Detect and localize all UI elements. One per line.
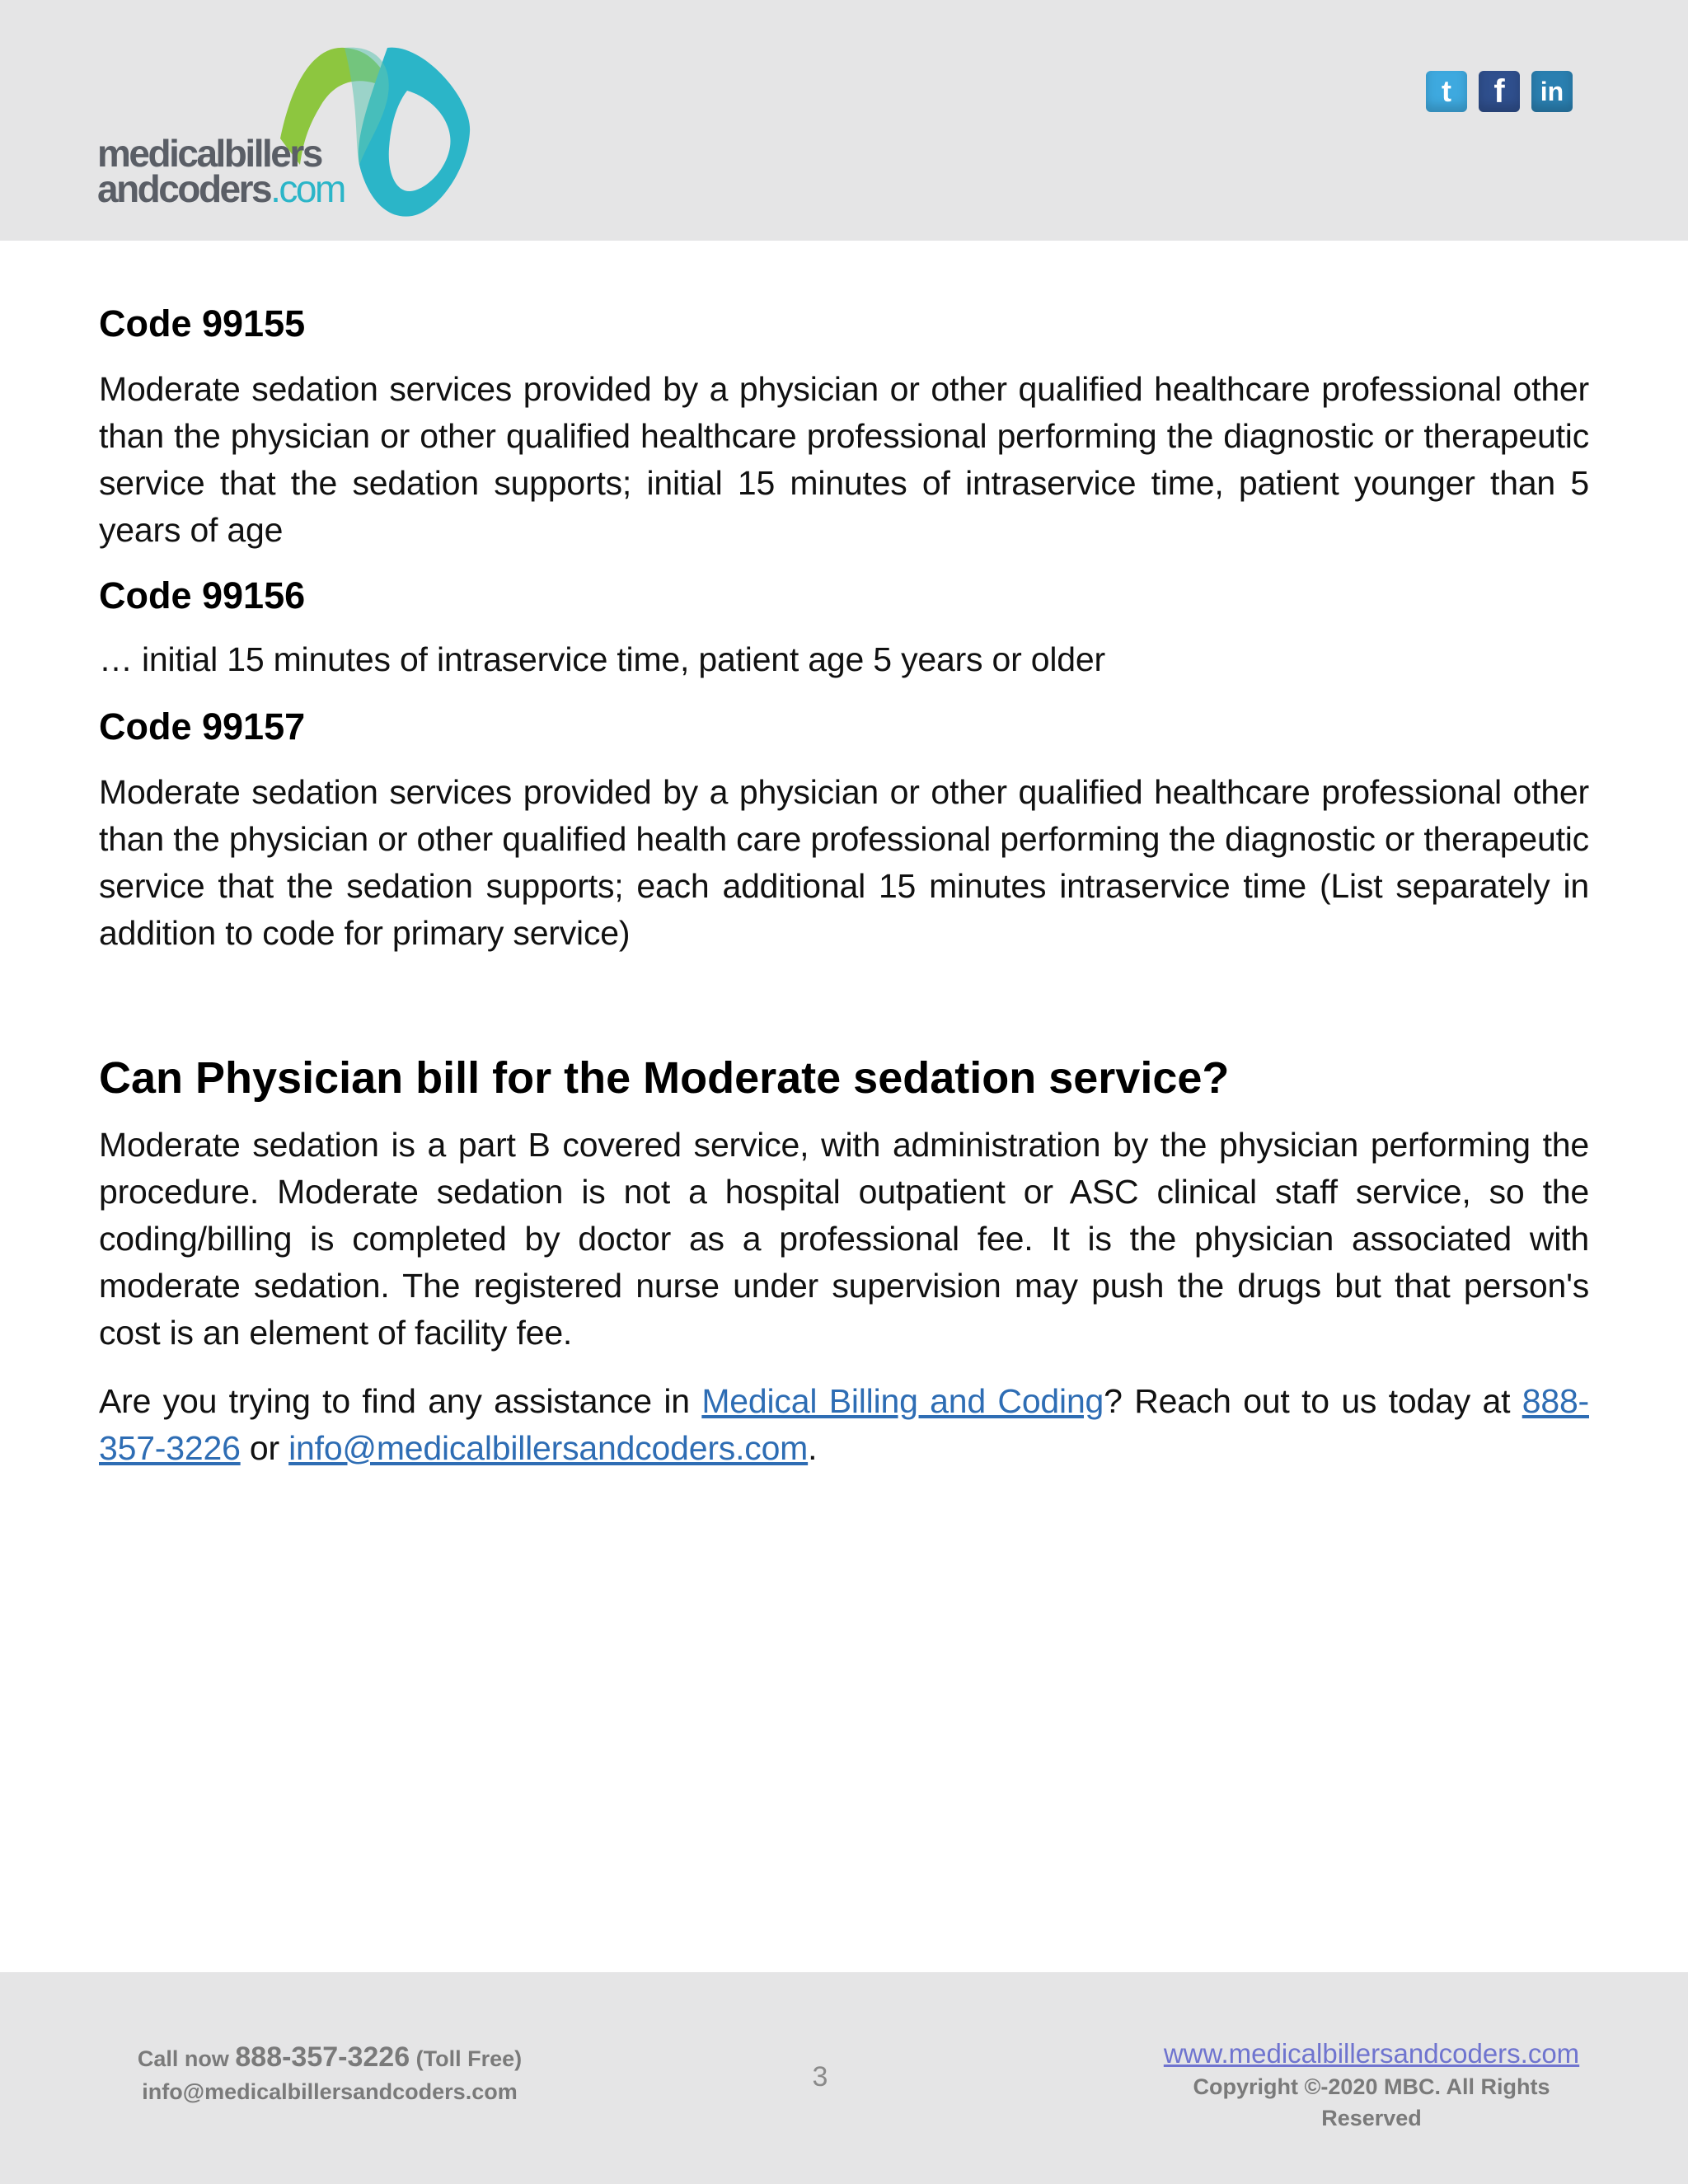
phone-link[interactable]: 888-357-3226 xyxy=(99,1382,1589,1467)
paragraph-billing: Moderate sedation is a part B covered service, with administration by the physician performing the procedure. Moderate sedation is not a hospital outpatient or ASC clinical staff service, so the coding/billing is completed by doctor as a professional fee. It is the physician associated with moderate sedation. The registered nurse under supervision may push the drugs but that person's cost is an element of facility fee. xyxy=(99,1126,1589,1352)
footer-phone: 888-357-3226 xyxy=(235,2041,410,2073)
facebook-icon[interactable]: f xyxy=(1479,71,1520,112)
paragraph-code-99156: … initial 15 minutes of intraservice time, patient age 5 years or older xyxy=(99,640,1105,678)
document-body xyxy=(99,298,1589,1472)
paragraph-code-99155: Moderate sedation services provided by a physician or other qualified healthcare professional other than the physician or other qualified healthcare professional performing the diagnostic or therapeutic service that the sedation supports; initial 15 minutes of intraservice time, patient younger than 5 years of age xyxy=(99,370,1589,549)
page-header xyxy=(0,0,1688,241)
twitter-icon[interactable]: t xyxy=(1426,71,1467,112)
logo-line-2 xyxy=(97,167,345,210)
heading-code-99157: Code 99157 xyxy=(99,705,306,748)
heading-code-99156: Code 99156 xyxy=(99,574,306,616)
footer-call-prefix: Call now xyxy=(137,2046,236,2071)
logo-line-1: medicalbillers xyxy=(97,132,321,175)
email-link[interactable]: info@medicalbillersandcoders.com xyxy=(288,1429,809,1467)
footer-email: info@medicalbillersandcoders.com xyxy=(142,2079,518,2104)
logo-wordmark xyxy=(97,132,345,210)
medical-billing-link[interactable]: Medical Billing and Coding xyxy=(701,1382,1104,1420)
cta-prefix: Are you trying to find any assistance in xyxy=(99,1382,702,1420)
page-number: 3 xyxy=(812,2061,828,2093)
cta-end: . xyxy=(808,1429,818,1467)
footer-site-info xyxy=(1141,2036,1602,2134)
company-logo[interactable] xyxy=(97,41,485,223)
page-footer xyxy=(0,1972,1688,2184)
heading-billing-question: Can Physician bill for the Moderate sedation service? xyxy=(99,1053,1230,1103)
cta-or: or xyxy=(240,1429,289,1467)
linkedin-icon[interactable]: in xyxy=(1531,71,1573,112)
cta-middle: ? Reach out to us today at xyxy=(1104,1382,1522,1420)
footer-website-link[interactable]: www.medicalbillersandcoders.com xyxy=(1163,2038,1580,2069)
footer-toll-free: (Toll Free) xyxy=(410,2046,523,2071)
heading-code-99155: Code 99155 xyxy=(99,302,306,344)
logo-line-2-main: andcoders xyxy=(97,167,271,210)
footer-copyright: Copyright ©-2020 MBC. All Rights Reserved xyxy=(1193,2074,1550,2130)
footer-contact xyxy=(99,2041,560,2108)
paragraph-contact-cta xyxy=(99,1378,1589,1472)
footer-call-line xyxy=(99,2041,560,2075)
paragraph-code-99157: Moderate sedation services provided by a physician or other qualified healthcare professional other than the physician or other qualified health care professional performing the diagnostic or therapeutic service that the sedation supports; each additional 15 minutes intraservice time (List separately in addition to code for primary service) xyxy=(99,773,1589,952)
social-links xyxy=(1426,71,1573,112)
logo-line-2-suffix: .com xyxy=(270,167,345,210)
